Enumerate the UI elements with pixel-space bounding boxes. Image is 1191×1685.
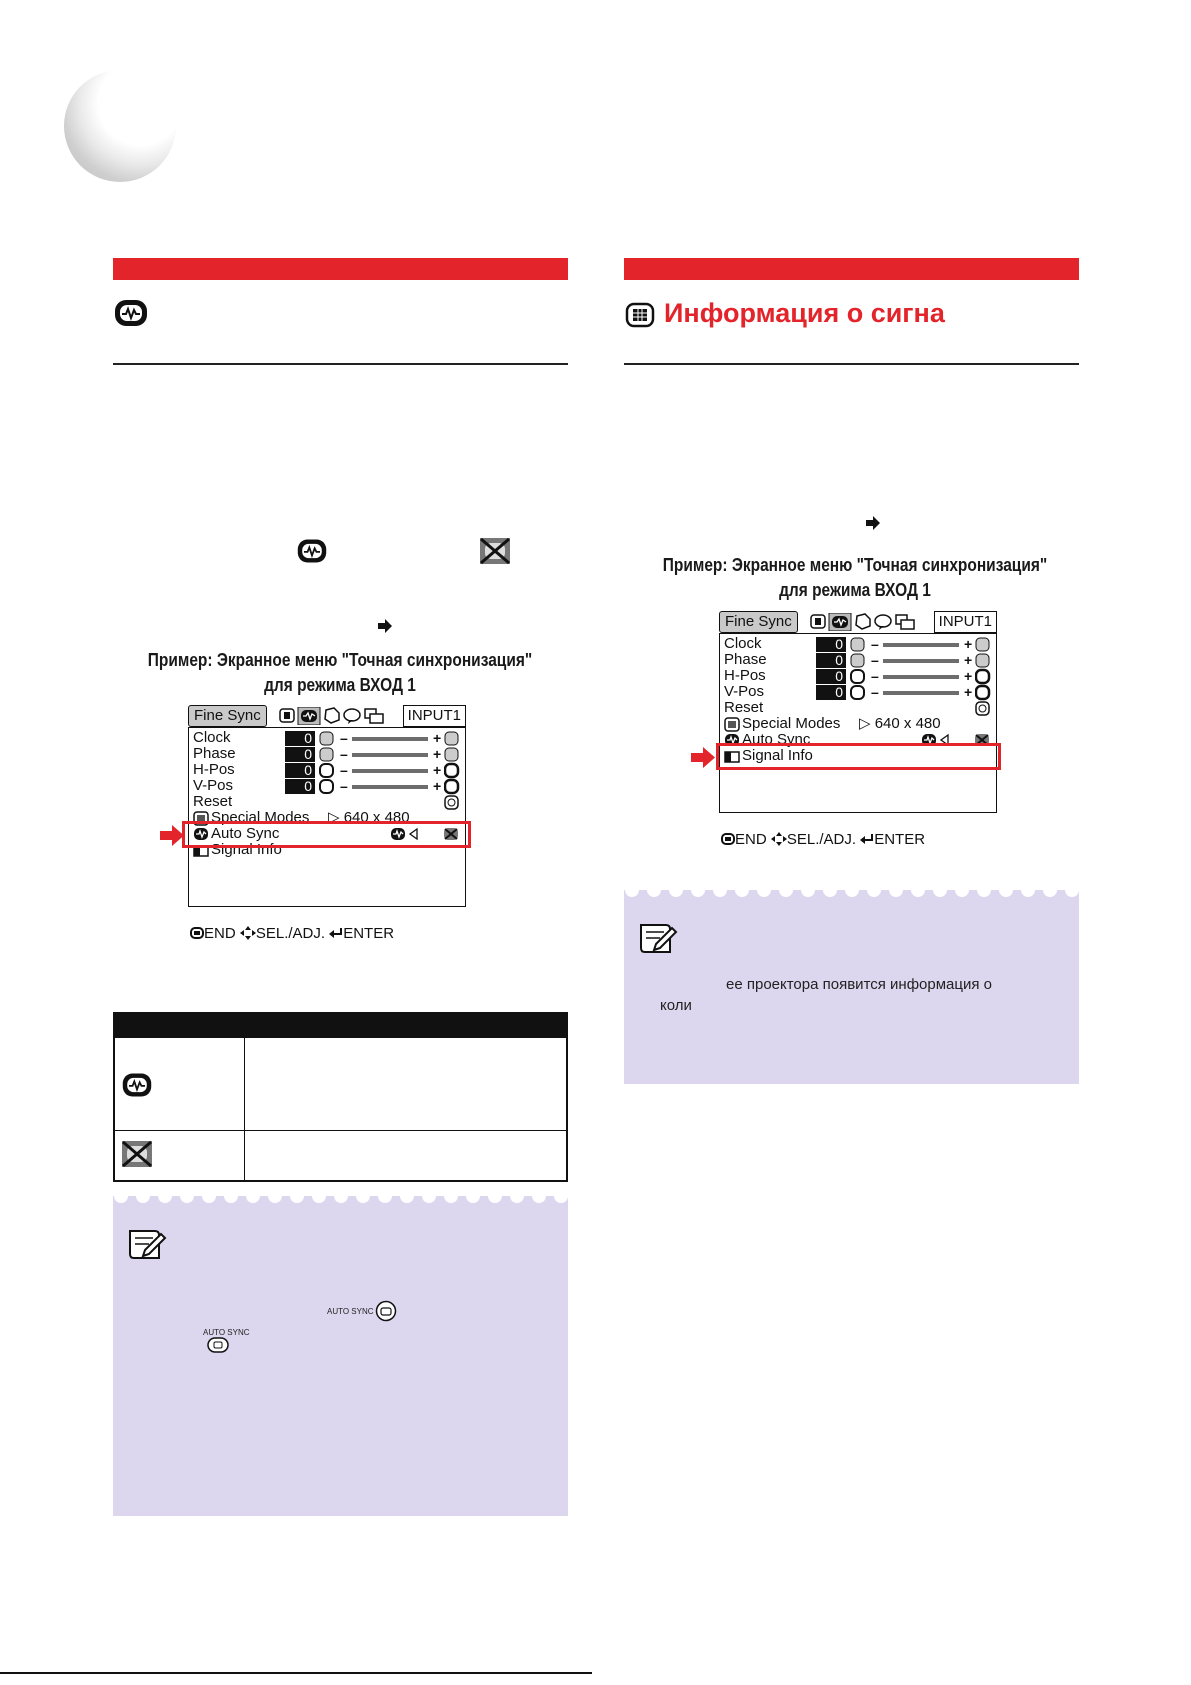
osd-item-auto-sync[interactable]: Auto Sync xyxy=(211,825,280,842)
enter-icon xyxy=(860,833,874,845)
right-osd-screen xyxy=(713,609,1003,851)
right-note-box xyxy=(624,890,1079,1084)
osd-item-reset[interactable]: Reset xyxy=(193,793,233,810)
footer-enter-label: ENTER xyxy=(343,925,395,942)
signal-info-heading-icon xyxy=(625,302,655,328)
scalloped-edge xyxy=(113,1196,568,1208)
auto-sync-button-icon xyxy=(375,1300,397,1322)
scalloped-edge xyxy=(624,890,1079,902)
right-example-caption xyxy=(649,553,1062,603)
osd-value-vpos: 0 xyxy=(285,779,315,794)
footer-end-label: END xyxy=(735,831,767,848)
osd-plus-hpos: + xyxy=(433,762,442,778)
osd-minus-hpos: – xyxy=(340,762,348,778)
osd-slider-phase[interactable] xyxy=(883,659,959,663)
footer-sel-label: SEL./ADJ. xyxy=(786,831,857,848)
page-bottom-rule xyxy=(0,1672,592,1674)
table-row xyxy=(115,1131,566,1180)
right-pointer-arrow xyxy=(691,747,715,768)
osd-item-reset[interactable]: Reset xyxy=(724,699,764,716)
osd-slider-clock[interactable] xyxy=(352,737,428,741)
osd-item-hpos[interactable]: H-Pos xyxy=(193,761,235,778)
left-heading-rule xyxy=(113,363,568,365)
osd-value-phase: 0 xyxy=(816,653,846,668)
osd-value-phase: 0 xyxy=(285,747,315,762)
osd-item-icons xyxy=(319,731,335,795)
note-pencil-icon xyxy=(127,1228,167,1262)
footer-enter-label: ENTER xyxy=(874,831,926,848)
osd-item-signal-info[interactable]: Signal Info xyxy=(742,747,813,764)
osd-plus-vpos: + xyxy=(964,684,973,700)
osd-right-icons xyxy=(444,731,460,811)
note-pencil-icon xyxy=(638,922,678,956)
signal-info-highlight xyxy=(716,743,1001,770)
osd-slider-clock[interactable] xyxy=(883,643,959,647)
osd-minus-vpos: – xyxy=(340,778,348,794)
osd-minus-phase: – xyxy=(340,746,348,762)
left-caption-line2: для режима ВХОД 1 xyxy=(264,675,416,695)
auto-sync-highlight xyxy=(182,821,471,848)
auto-sync-table xyxy=(113,1012,568,1182)
osd-tab-fine-sync: Fine Sync xyxy=(719,611,798,633)
osd-footer xyxy=(721,831,925,849)
osd-minus-vpos: – xyxy=(871,684,879,700)
osd-item-special-modes[interactable]: Special Modes xyxy=(742,715,841,732)
osd-special-modes-value: ▷ 640 x 480 xyxy=(859,715,941,732)
right-heading-rule xyxy=(624,363,1079,365)
osd-item-hpos[interactable]: H-Pos xyxy=(724,667,766,684)
osd-plus-hpos: + xyxy=(964,668,973,684)
auto-sync-remote-label: AUTO SYNC xyxy=(203,1328,250,1337)
table-header-row xyxy=(115,1014,566,1038)
right-section-bar xyxy=(624,258,1079,280)
osd-item-signal-info[interactable]: Signal Info xyxy=(211,841,282,858)
osd-item-vpos[interactable]: V-Pos xyxy=(193,777,234,794)
osd-value-hpos: 0 xyxy=(285,763,315,778)
osd-minus-clock: – xyxy=(871,636,879,652)
auto-sync-off-icon xyxy=(479,537,511,565)
osd-input-label: INPUT1 xyxy=(934,611,997,633)
left-example-caption xyxy=(134,648,547,698)
decorative-circle xyxy=(64,70,176,182)
osd-plus-clock: + xyxy=(964,636,973,652)
osd-slider-vpos[interactable] xyxy=(352,785,428,789)
osd-special-modes-value: ▷ 640 x 480 xyxy=(328,809,410,826)
right-note-line2: коли xyxy=(660,997,692,1014)
auto-sync-on-icon xyxy=(296,537,328,565)
dpad-icon xyxy=(240,926,256,940)
osd-value-clock: 0 xyxy=(285,731,315,746)
right-note-line1: ее проектора появится информация о xyxy=(726,976,993,993)
osd-item-phase[interactable]: Phase xyxy=(724,651,767,668)
osd-tab-fine-sync: Fine Sync xyxy=(188,705,267,727)
osd-item-clock[interactable]: Clock xyxy=(724,635,762,652)
osd-plus-phase: + xyxy=(964,652,973,668)
left-osd-screen xyxy=(182,703,472,945)
left-note-box xyxy=(113,1196,568,1516)
osd-plus-phase: + xyxy=(433,746,442,762)
osd-item-auto-sync[interactable]: Auto Sync xyxy=(742,731,811,748)
osd-footer xyxy=(190,925,394,943)
osd-plus-clock: + xyxy=(433,730,442,746)
table-column-divider xyxy=(244,1014,245,1180)
table-row xyxy=(115,1038,566,1131)
auto-sync-button-label: AUTO SYNC xyxy=(327,1307,374,1316)
osd-item-special-modes[interactable]: Special Modes xyxy=(211,809,310,826)
menu-button-icon xyxy=(721,833,735,845)
auto-sync-on-icon xyxy=(121,1071,153,1099)
left-pointer-arrow xyxy=(160,825,184,846)
osd-minus-hpos: – xyxy=(871,668,879,684)
osd-item-clock[interactable]: Clock xyxy=(193,729,231,746)
osd-item-phase[interactable]: Phase xyxy=(193,745,236,762)
osd-plus-vpos: + xyxy=(433,778,442,794)
osd-special-modes-value-text: 640 x 480 xyxy=(874,715,941,732)
menu-button-icon xyxy=(190,927,204,939)
osd-item-icons xyxy=(850,637,866,701)
footer-end-label: END xyxy=(204,925,236,942)
osd-slider-phase[interactable] xyxy=(352,753,428,757)
enter-icon xyxy=(329,927,343,939)
osd-menu-tab-icons xyxy=(810,613,920,631)
osd-slider-hpos[interactable] xyxy=(352,769,428,773)
osd-minus-phase: – xyxy=(871,652,879,668)
osd-minus-clock: – xyxy=(340,730,348,746)
osd-item-vpos[interactable]: V-Pos xyxy=(724,683,765,700)
osd-value-hpos: 0 xyxy=(816,669,846,684)
osd-menu-tab-icons xyxy=(279,707,389,725)
osd-right-icons xyxy=(975,637,991,717)
auto-sync-icon xyxy=(113,298,149,328)
dpad-icon xyxy=(771,832,787,846)
auto-sync-off-icon xyxy=(121,1140,153,1168)
right-caption-line1: Пример: Экранное меню "Точная синхронизация" xyxy=(662,555,1048,575)
special-modes-icon xyxy=(724,717,740,732)
right-caption-line2: для режима ВХОД 1 xyxy=(779,580,931,600)
auto-sync-remote-button-icon xyxy=(207,1337,229,1353)
osd-special-modes-value-text: 640 x 480 xyxy=(343,809,410,826)
osd-input-label: INPUT1 xyxy=(403,705,466,727)
left-caption-line1: Пример: Экранное меню "Точная синхронизация" xyxy=(147,650,533,670)
arrow-right-icon xyxy=(866,516,880,530)
footer-sel-label: SEL./ADJ. xyxy=(255,925,326,942)
left-section-bar xyxy=(113,258,568,280)
osd-slider-hpos[interactable] xyxy=(883,675,959,679)
right-heading: Информация о сигна xyxy=(664,298,945,328)
osd-slider-vpos[interactable] xyxy=(883,691,959,695)
arrow-right-icon xyxy=(378,619,392,633)
osd-value-clock: 0 xyxy=(816,637,846,652)
osd-value-vpos: 0 xyxy=(816,685,846,700)
